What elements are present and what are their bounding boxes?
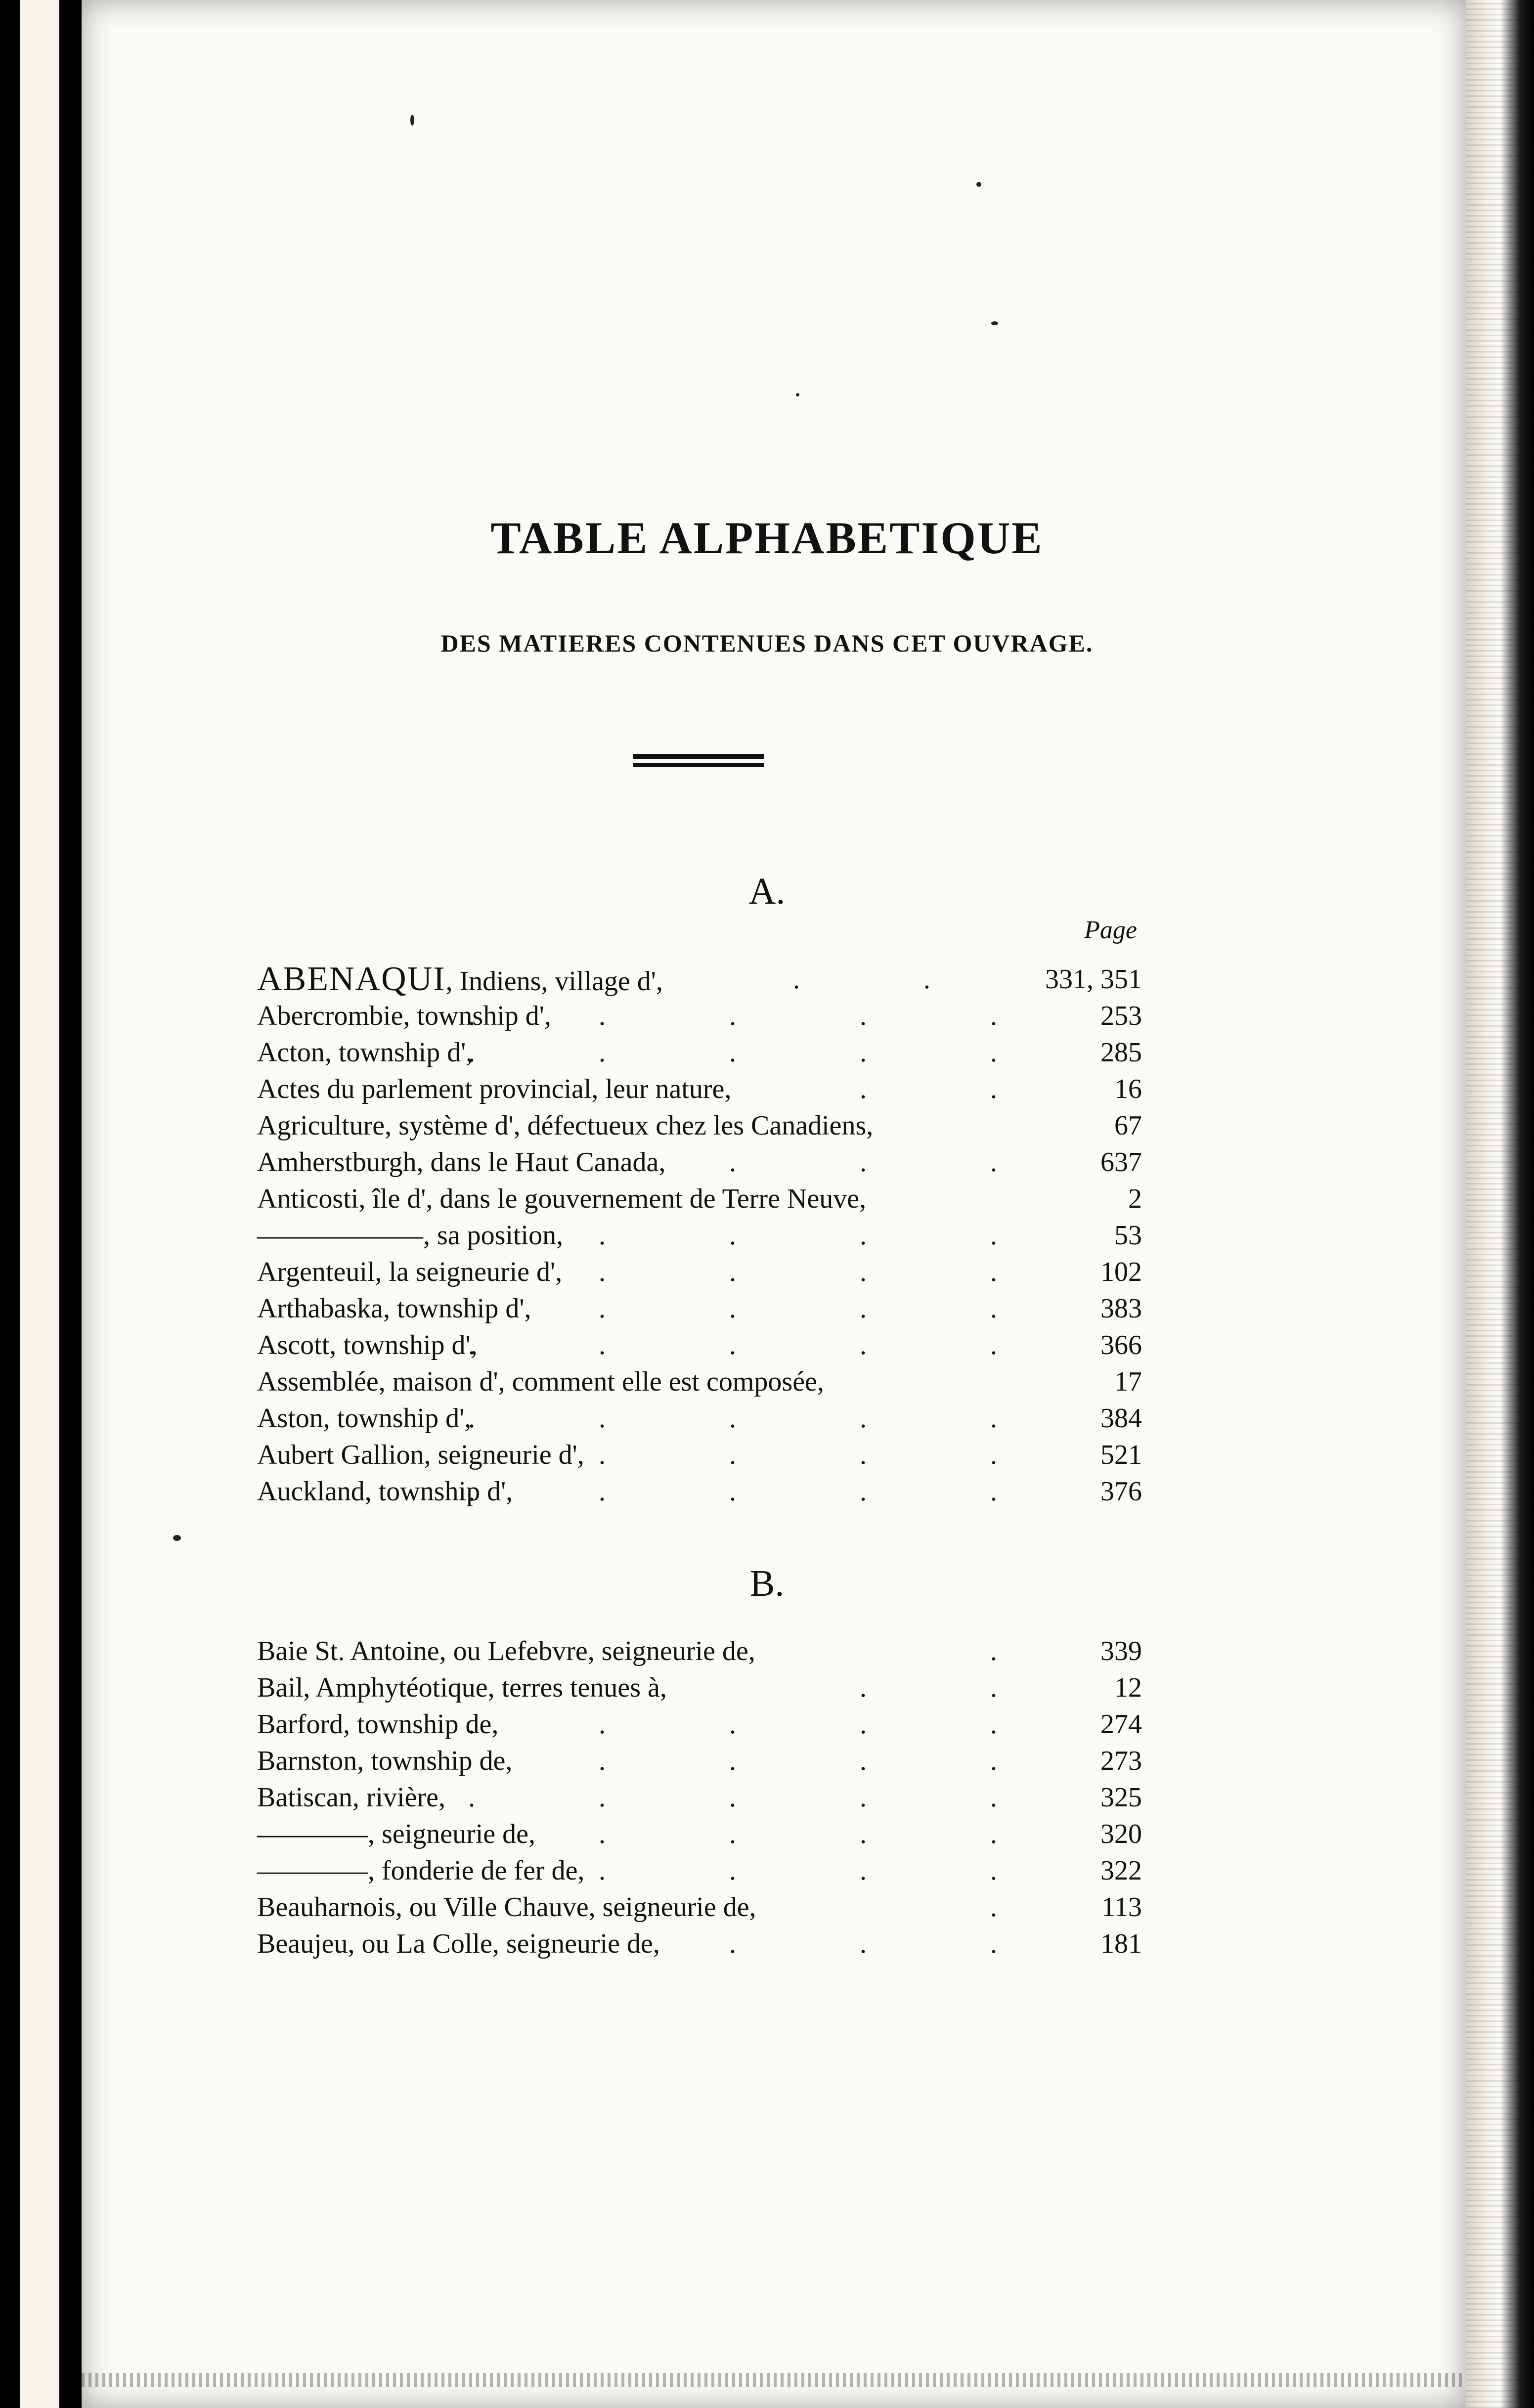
leader-dots: . . . . (599, 1220, 1055, 1251)
index-entry (257, 1926, 1142, 1962)
entry-text: Aston, township d', (257, 1403, 472, 1434)
entry-text: Amherstburgh, dans le Haut Canada, (257, 1147, 666, 1178)
entry-text: Aubert Gallion, seigneurie d', (257, 1440, 584, 1470)
entry-page: 285 (1100, 1037, 1142, 1068)
entry-text: Beauharnois, ou Ville Chauve, seigneurie de, (257, 1892, 756, 1923)
index-entry (257, 1437, 1142, 1473)
entry-page: 273 (1100, 1746, 1142, 1776)
page-subtitle: DES MATIERES CONTENUES DANS CET OUVRAGE. (440, 629, 1094, 657)
entry-text: , Indiens, village d', (445, 966, 663, 997)
entry-page: 331, 351 (1045, 964, 1142, 995)
entry-text: Arthabaska, township d', (257, 1293, 531, 1324)
page-title: TABLE ALPHABETIQUE (490, 513, 1044, 563)
ink-speck (410, 115, 414, 126)
entry-page: 67 (1114, 1110, 1142, 1141)
leader-dots: . . . . (599, 1293, 1055, 1324)
index-entry (257, 1181, 1142, 1217)
entry-page: 325 (1100, 1782, 1142, 1813)
index-entry (257, 1473, 1142, 1510)
leader-dots: . (990, 1892, 1055, 1923)
entry-page: 102 (1100, 1257, 1142, 1287)
entry-text: Auckland, township d', (257, 1476, 513, 1507)
entry-text: Abercrombie, township d', (257, 1001, 551, 1031)
section-heading-a: A. (748, 871, 786, 912)
leader-dots: . . . . . (468, 1001, 1055, 1031)
ink-speck (991, 321, 998, 325)
double-rule-divider (633, 754, 764, 769)
index-entry (257, 1852, 1142, 1889)
entry-text: Batiscan, rivière, (257, 1782, 445, 1813)
entry-text: ————, fonderie de fer de, (257, 1855, 585, 1886)
index-entry (257, 1217, 1142, 1254)
entry-text: Acton, township d', (257, 1037, 473, 1068)
entry-text: Bail, Amphytéotique, terres tenues à, (257, 1672, 667, 1703)
entry-text: Argenteuil, la seigneurie d', (257, 1257, 563, 1287)
entry-page: 53 (1114, 1220, 1142, 1251)
index-entry (257, 1034, 1142, 1071)
index-entry (257, 961, 1142, 998)
index-entry (257, 1889, 1142, 1926)
entry-page: 637 (1100, 1147, 1142, 1178)
entry-text: Anticosti, île d', dans le gouvernement de Terre Neuve, (257, 1183, 867, 1214)
leader-dots: . . . . . (468, 1476, 1055, 1507)
index-entry (257, 1669, 1142, 1706)
index-entry (257, 1363, 1142, 1400)
entry-page: 383 (1100, 1293, 1142, 1324)
ink-speck (173, 1535, 181, 1541)
entry-page: 16 (1114, 1074, 1142, 1104)
leader-dots: . . . . . (468, 1709, 1055, 1740)
entry-page: 339 (1100, 1636, 1142, 1666)
entry-text: Ascott, township d', (257, 1330, 478, 1360)
entry-text: Beaujeu, ou La Colle, seigneurie de, (257, 1928, 660, 1959)
entry-page: 181 (1100, 1928, 1142, 1959)
leader-dots: . . (793, 964, 989, 995)
leader-dots: . . . . . (468, 1330, 1055, 1360)
index-entry (257, 1743, 1142, 1779)
index-entry (257, 1290, 1142, 1327)
entry-page: 253 (1100, 1001, 1142, 1031)
index-list-b (257, 1633, 1142, 1962)
entry-text: Barnston, township de, (257, 1746, 513, 1776)
entry-lead-word: ABENAQUI (257, 960, 446, 998)
scan-left-edge (0, 0, 82, 2408)
leader-dots: . . . . (599, 1746, 1055, 1776)
ink-speck (796, 393, 799, 396)
entry-page: 12 (1114, 1672, 1142, 1703)
entry-page: 17 (1114, 1366, 1142, 1397)
entry-text: Assemblée, maison d', comment elle est composée, (257, 1366, 824, 1397)
index-entry (257, 1706, 1142, 1743)
index-entry (257, 1144, 1142, 1181)
entry-text: ——————, sa position, (257, 1220, 564, 1251)
entry-text: Barford, township de, (257, 1709, 499, 1740)
index-entry (257, 1779, 1142, 1816)
ink-speck (976, 182, 981, 187)
entry-text: Agriculture, système d', défectueux chez les Canadiens, (257, 1110, 874, 1141)
leader-dots: . . . (729, 1147, 1055, 1178)
index-entry (257, 1071, 1142, 1107)
entry-page: 320 (1100, 1819, 1142, 1849)
entry-page: 322 (1100, 1855, 1142, 1886)
leader-dots: . . . . (599, 1440, 1055, 1470)
leader-dots: . . . . (599, 1819, 1055, 1849)
index-entry (257, 1254, 1142, 1290)
page-column-header: Page (1084, 916, 1137, 944)
leader-dots: . . (860, 1672, 1055, 1703)
index-entry (257, 1633, 1142, 1669)
leader-dots: . . . . (599, 1855, 1055, 1886)
scan-right-edge (1466, 0, 1534, 2408)
entry-page: 384 (1100, 1403, 1142, 1434)
index-entry (257, 1400, 1142, 1437)
entry-page: 366 (1100, 1330, 1142, 1360)
entry-page: 113 (1101, 1892, 1142, 1923)
entry-page: 376 (1100, 1476, 1142, 1507)
leader-dots: . . . . . (468, 1403, 1055, 1434)
leader-dots: . . . . (599, 1257, 1055, 1287)
leader-dots: . . . . . (468, 1037, 1055, 1068)
index-list-a (257, 961, 1142, 1510)
section-heading-b: B. (749, 1563, 785, 1604)
index-entry (257, 1327, 1142, 1363)
entry-text: Baie St. Antoine, ou Lefebvre, seigneurie de, (257, 1636, 755, 1666)
leader-dots: . . . . . (468, 1782, 1055, 1813)
index-entry (257, 1816, 1142, 1852)
entry-page: 2 (1128, 1183, 1142, 1214)
entry-text: ————, seigneurie de, (257, 1819, 535, 1849)
index-entry (257, 1107, 1142, 1144)
leader-dots: . . . (729, 1928, 1055, 1959)
entry-text: Actes du parlement provincial, leur nature, (257, 1074, 732, 1104)
leader-dots: . (990, 1636, 1055, 1666)
scan-bottom-edge (82, 2373, 1466, 2387)
leader-dots: . . (860, 1074, 1055, 1104)
entry-page: 274 (1100, 1709, 1142, 1740)
entry-page: 521 (1100, 1440, 1142, 1470)
index-entry (257, 998, 1142, 1034)
